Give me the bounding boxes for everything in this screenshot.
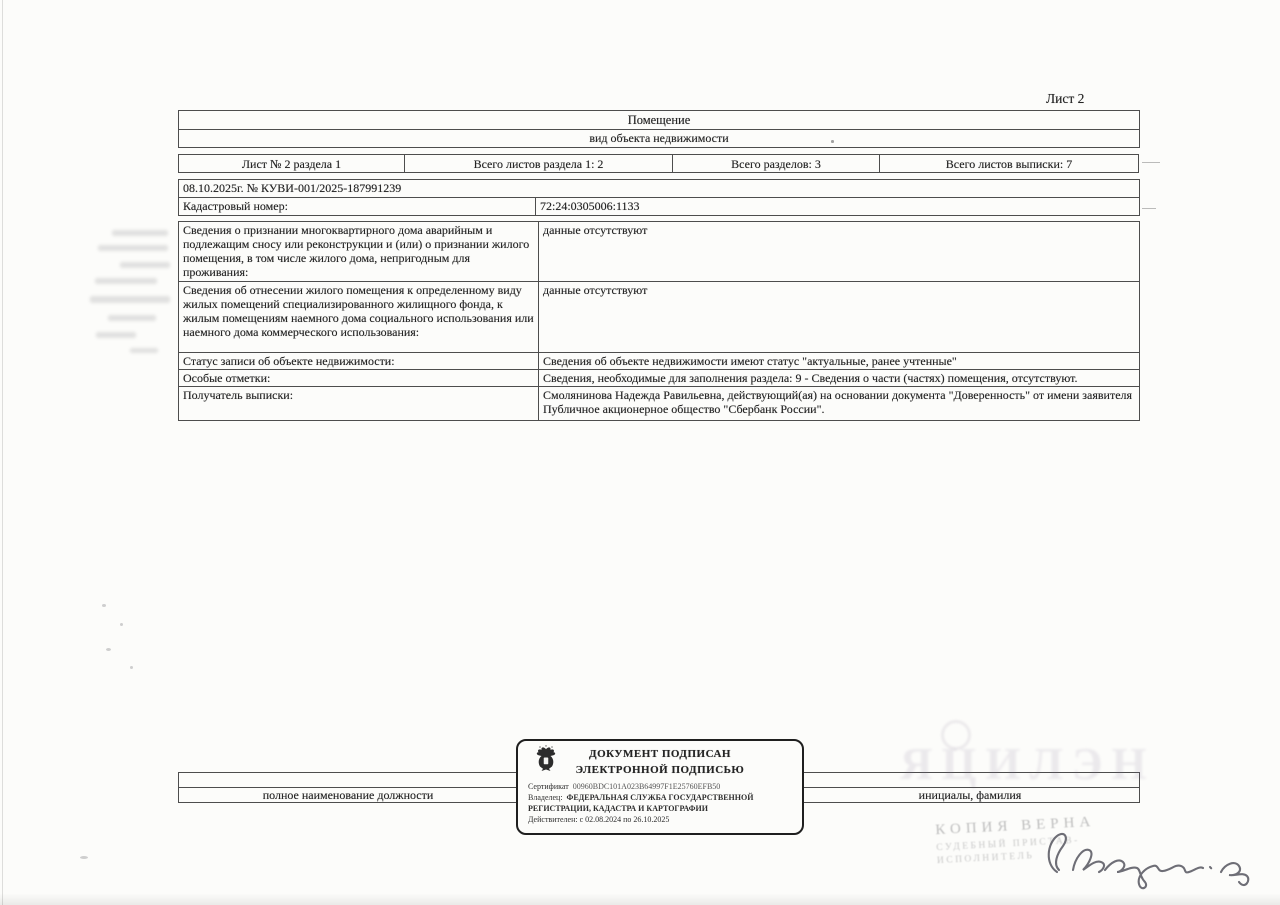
bleed-mark <box>96 332 136 338</box>
object-type-caption: вид объекта недвижимости <box>589 131 729 145</box>
scan-speck <box>120 623 123 626</box>
stamp-owner-line <box>528 792 802 803</box>
table-row <box>179 369 1139 386</box>
bleed-mark <box>120 262 170 268</box>
details-table <box>178 221 1140 421</box>
stamp-validity-line: Действителен: с 02.08.2024 по 26.10.2025 <box>528 815 670 824</box>
scan-speck <box>831 140 834 143</box>
row-value: Сведения, необходимые для заполнения раздела: 9 - Сведения о части (частях) помещения, отсутствуют. <box>543 371 1078 386</box>
scan-speck <box>102 604 106 607</box>
scan-dash-artifact <box>1142 208 1156 209</box>
row-label: Получатель выписки: <box>179 387 539 420</box>
row-label: Сведения об отнесении жилого помещения к определенному виду жилых помещений специализированного жилищного фонда, к жилым помещениям наемного дома социального использования или наемного дома коммерческого использования: <box>179 282 539 352</box>
bleed-mark <box>90 296 170 303</box>
bleed-mark <box>130 348 158 353</box>
scan-speck <box>80 856 88 859</box>
row-value: Смолянинова Надежда Равильевна, действующий(ая) на основании документа "Доверенность" от имени заявителя Публичное акционерное общество "Сбербанк России". <box>543 388 1133 417</box>
certificate-value: 00960BDC101A023B64997F1E25760EFB50 <box>572 782 721 791</box>
stamp-certificate-line <box>528 781 802 792</box>
bleed-watermark-text: ЯЦИЛЭН <box>900 739 1156 789</box>
owner-label: Владелец: <box>528 793 563 802</box>
sheet-counter-cell: Всего листов раздела 1: 2 <box>404 154 673 173</box>
certificate-label: Сертификат <box>528 782 569 791</box>
owner-name-line2: РЕГИСТРАЦИИ, КАДАСТРА И КАРТОГРАФИИ <box>528 804 708 813</box>
scan-edge-artifact <box>2 0 3 905</box>
row-label: Статус записи об объекте недвижимости: <box>179 353 539 369</box>
signature-line <box>179 773 517 788</box>
sheet-counter-cell: Всего листов выписки: 7 <box>879 154 1139 173</box>
bleed-mark <box>98 245 168 251</box>
row-value: данные отсутствуют <box>543 283 648 297</box>
request-info-table <box>178 179 1140 216</box>
object-type-value: Помещение <box>179 111 1139 130</box>
row-label: Сведения о признании многоквартирного дома аварийным и подлежащим сносу или реконструкции и (или) о признании жилого помещения, в том числе жилого дома, непригодным для проживания: <box>179 222 539 281</box>
handwritten-signature <box>995 820 1257 900</box>
page-sheet-number: Лист 2 <box>1046 91 1085 106</box>
owner-name-line1: ФЕДЕРАЛЬНАЯ СЛУЖБА ГОСУДАРСТВЕННОЙ <box>566 793 754 802</box>
stamp-title-line1: ДОКУМЕНТ ПОДПИСАН <box>589 748 731 760</box>
scan-speck <box>106 648 111 651</box>
electronic-signature-stamp <box>516 739 804 835</box>
table-row <box>179 222 1139 281</box>
stamp-title-line2: ЭЛЕКТРОННОЙ ПОДПИСЬЮ <box>575 764 745 776</box>
table-row <box>179 386 1139 420</box>
cadastral-number-label: Кадастровый номер: <box>179 198 536 215</box>
row-value: Сведения об объекте недвижимости имеют статус "актуальные, ранее учтенные" <box>543 354 957 368</box>
copy-stamp-line2: СУДЕБНЫЙ ПРИСТАВ- <box>936 835 1081 854</box>
object-type-table <box>178 110 1140 148</box>
table-row <box>179 281 1139 352</box>
sheet-counters-row <box>178 154 1140 173</box>
copy-stamp-line1: КОПИЯ ВЕРНА <box>934 813 1096 839</box>
request-date-number: 08.10.2025г. № КУВИ-001/2025-187991239 <box>179 180 1139 198</box>
copy-stamp-line3: ИСПОЛНИТЕЛЬ <box>936 851 1035 867</box>
cadastral-number-value: 72:24:0305006:1133 <box>540 199 640 213</box>
bleed-mark <box>108 315 156 321</box>
bleed-mark <box>95 278 157 284</box>
sheet-counter-cell: Лист № 2 раздела 1 <box>178 154 405 173</box>
rosreestr-emblem-icon <box>534 744 558 774</box>
sheet-counter-cell: Всего разделов: 3 <box>672 154 880 173</box>
scan-dash-artifact <box>1142 162 1160 163</box>
row-label: Особые отметки: <box>179 370 539 386</box>
initials-surname-caption: инициалы, фамилия <box>918 788 1022 802</box>
position-title-box <box>178 772 518 803</box>
row-value: данные отсутствуют <box>543 223 648 237</box>
bleed-mark <box>112 230 168 236</box>
position-title-caption: полное наименование должности <box>262 788 434 802</box>
table-row <box>179 352 1139 369</box>
scan-speck <box>130 666 133 669</box>
